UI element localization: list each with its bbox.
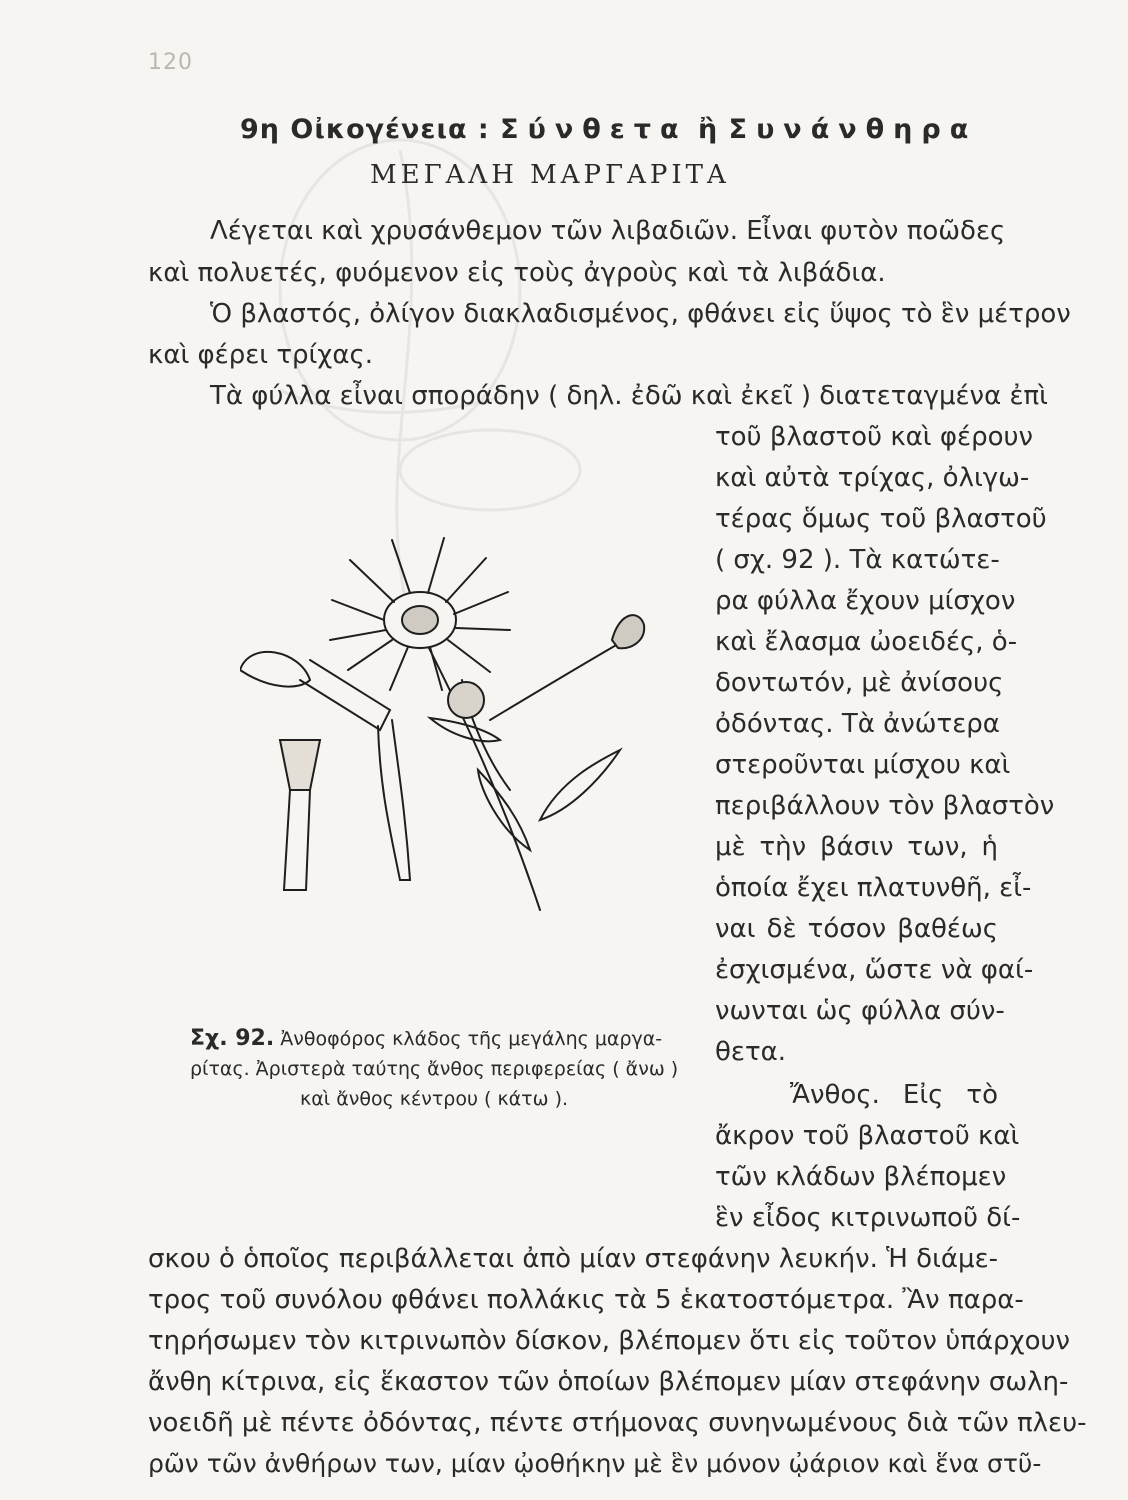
text-line: ρῶν τῶν ἀνθήρων των, μίαν ᾠοθήκην μὲ ἓν μόνον ᾠάριον καὶ ἕνα στῦ- [148, 1449, 1042, 1478]
text-line: σκου ὁ ὁποῖος περιβάλλεται ἀπὸ μίαν στεφάνην λευκήν. Ἡ διάμε- [148, 1244, 998, 1274]
text-line: νοειδῆ μὲ πέντε ὀδόντας, πέντε στήμονας συνηνωμένους διὰ τῶν πλευ- [148, 1408, 1087, 1438]
text-line: Ὁ βλαστός, ὀλίγον διακλαδισμένος, φθάνει εἰς ὕψος τὸ ἓν μέτρον [210, 299, 1071, 329]
text-line: καὶ αὐτὰ τρίχας, ὀλιγω- [715, 463, 1030, 493]
page-number: 120 [148, 50, 193, 75]
text-line: στεροῦνται μίσχου καὶ [715, 750, 1011, 780]
text-line: ρα φύλλα ἔχουν μίσχον [715, 586, 1016, 616]
text-line: περιβάλλουν τὸν βλαστὸν [715, 791, 1055, 821]
text-line: τοῦ βλαστοῦ καὶ φέρουν [715, 422, 1034, 452]
text-line: τρος τοῦ συνόλου φθάνει πολλάκις τὰ 5 ἑκατοστόμετρα. Ἂν παρα- [148, 1285, 1024, 1315]
text-line: ναι δὲ τόσον βαθέως [715, 914, 998, 944]
text-line: νωνται ὡς φύλλα σύν- [715, 996, 1005, 1026]
text-line: καὶ φέρει τρίχας. [148, 340, 373, 370]
text-line: καὶ πολυετές, φυόμενον εἰς τοὺς ἀγροὺς καὶ τὰ λιβάδια. [148, 258, 886, 288]
text-line: ὀδόντας. Τὰ ἀνώτερα [715, 709, 1000, 739]
text-line: ἓν εἶδος κιτρινωποῦ δί- [715, 1203, 1021, 1233]
text-line: καὶ ἔλασμα ὠοειδές, ὁ- [715, 627, 1018, 657]
text-line: Λέγεται καὶ χρυσάνθεμον τῶν λιβαδιῶν. Εἶναι φυτὸν ποῶδες [210, 216, 1006, 246]
text-line: Τὰ φύλλα εἶναι σποράδην ( δηλ. ἐδῶ καὶ ἐκεῖ ) διατεταγμένα ἐπὶ [210, 381, 1048, 411]
text-line: τηρήσωμεν τὸν κιτρινωπὸν δίσκον, βλέπομεν ὅτι εἰς τοῦτον ὑπάρχουν [148, 1326, 1071, 1356]
text-line: δοντωτόν, μὲ ἀνίσους [715, 668, 1004, 698]
text-line: ἄκρον τοῦ βλαστοῦ καὶ [715, 1121, 1020, 1151]
text-line: τῶν κλάδων βλέπομεν [715, 1162, 1007, 1192]
text-line: ( σχ. 92 ). Τὰ κατώτε- [715, 545, 1000, 575]
figure-caption: Σχ. 92. Ἀνθοφόρος κλάδος τῆς μεγάλης μαργα- ρίτας. Ἀριστερὰ ταύτης ἄνθος περιφερείας ( ἄνω ) καὶ ἄνθος κέντρου ( κάτω ). [190, 1026, 679, 1110]
text-line: μὲ τὴν βάσιν των, ἡ [715, 832, 998, 862]
text-line: ἐσχισμένα, ὥστε νὰ φαί- [715, 955, 1034, 985]
chapter-title: 9η Οἰκογένεια : Σύνθετα ἢ Συνάνθηρα [240, 114, 978, 145]
text-line: ὁποία ἔχει πλατυνθῆ, εἶ- [715, 873, 1032, 903]
text-line: Ἄνθος. Εἰς τὸ [790, 1080, 998, 1110]
figure-label: Σχ. 92. [190, 1026, 275, 1051]
text-line: θετα. [715, 1037, 787, 1067]
section-title: ΜΕΓΑΛΗ ΜΑΡΓΑΡΙΤΑ [370, 160, 730, 190]
daisy-figure-illustration [240, 490, 710, 920]
text-line: ἄνθη κίτρινα, εἰς ἕκαστον τῶν ὁποίων βλέπομεν μίαν στεφάνην σωλη- [148, 1367, 1069, 1397]
text-line: τέρας ὅμως τοῦ βλαστοῦ [715, 504, 1047, 534]
